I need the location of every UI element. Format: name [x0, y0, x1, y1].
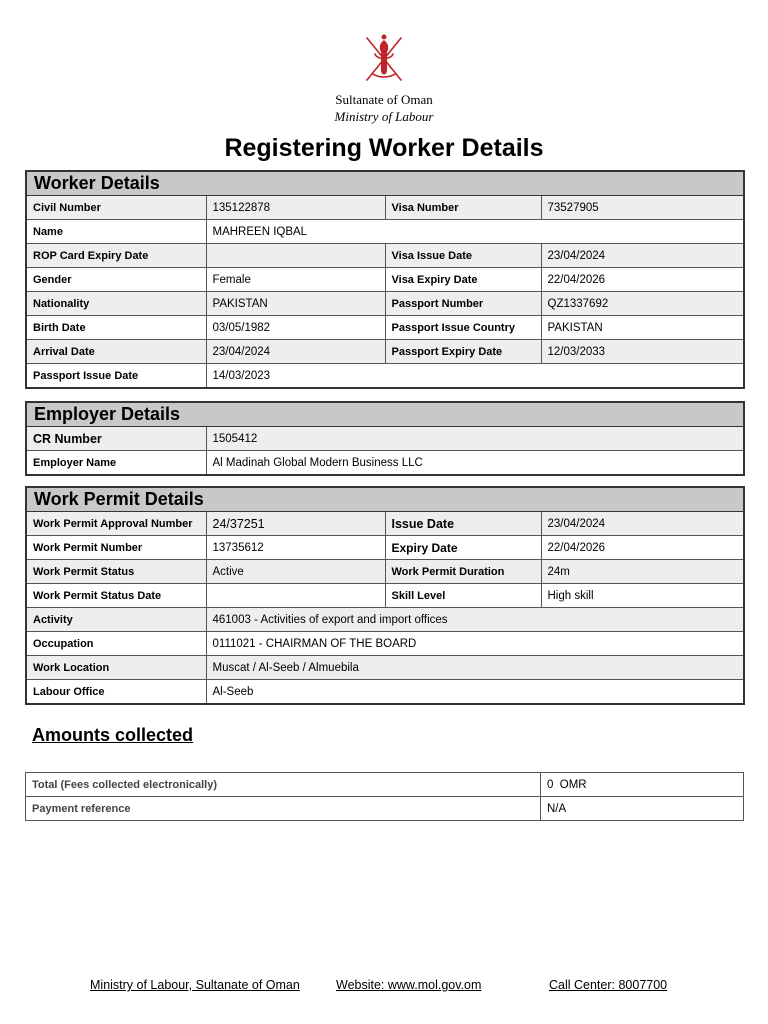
employer-details-table	[25, 401, 745, 476]
passport-issue-date-value: 14/03/2023	[206, 364, 744, 389]
work-permit-duration-value: 24m	[541, 560, 744, 584]
visa-issue-date-label: Visa Issue Date	[385, 244, 541, 268]
arrival-date-label: Arrival Date	[26, 340, 206, 364]
civil-number-label: Civil Number	[26, 196, 206, 220]
org-line-ministry: Ministry of Labour	[334, 109, 434, 124]
rop-card-expiry-label: ROP Card Expiry Date	[26, 244, 206, 268]
employer-name-value: Al Madinah Global Modern Business LLC	[206, 451, 744, 476]
passport-number-value: QZ1337692	[541, 292, 744, 316]
expiry-date-label: Expiry Date	[385, 536, 541, 560]
passport-issue-date-label: Passport Issue Date	[26, 364, 206, 389]
nationality-label: Nationality	[26, 292, 206, 316]
skill-level-label: Skill Level	[385, 584, 541, 608]
civil-number-value: 135122878	[206, 196, 385, 220]
amounts-collected-heading: Amounts collected	[32, 725, 194, 745]
labour-office-label: Labour Office	[26, 680, 206, 705]
work-permit-status-value: Active	[206, 560, 385, 584]
work-permit-details-table	[25, 486, 745, 705]
passport-issue-country-value: PAKISTAN	[541, 316, 744, 340]
amounts-collected-table	[25, 772, 744, 821]
issue-date-label: Issue Date	[385, 512, 541, 536]
work-permit-approval-label: Work Permit Approval Number	[26, 512, 206, 536]
employer-name-label: Employer Name	[26, 451, 206, 476]
payment-reference-label: Payment reference	[26, 797, 541, 821]
total-fees-label: Total (Fees collected electronically)	[26, 773, 541, 797]
gender-label: Gender	[26, 268, 206, 292]
rop-card-expiry-value	[206, 244, 385, 268]
work-permit-status-date-label: Work Permit Status Date	[26, 584, 206, 608]
work-permit-status-date-value	[206, 584, 385, 608]
document-header	[0, 30, 768, 125]
passport-expiry-date-value: 12/03/2033	[541, 340, 744, 364]
name-value: MAHREEN IQBAL	[206, 220, 744, 244]
work-location-value: Muscat / Al-Seeb / Almuebila	[206, 656, 744, 680]
activity-label: Activity	[26, 608, 206, 632]
name-label: Name	[26, 220, 206, 244]
birth-date-value: 03/05/1982	[206, 316, 385, 340]
visa-number-label: Visa Number	[385, 196, 541, 220]
page-title: Registering Worker Details	[224, 134, 544, 162]
worker-details-heading: Worker Details	[26, 171, 744, 196]
work-location-label: Work Location	[26, 656, 206, 680]
passport-expiry-date-label: Passport Expiry Date	[385, 340, 541, 364]
work-permit-duration-label: Work Permit Duration	[385, 560, 541, 584]
visa-issue-date-value: 23/04/2024	[541, 244, 744, 268]
labour-office-value: Al-Seeb	[206, 680, 744, 705]
skill-level-value: High skill	[541, 584, 744, 608]
employer-details-heading: Employer Details	[26, 402, 744, 427]
birth-date-label: Birth Date	[26, 316, 206, 340]
total-fees-value: 0 OMR	[541, 773, 744, 797]
work-permit-number-label: Work Permit Number	[26, 536, 206, 560]
arrival-date-value: 23/04/2024	[206, 340, 385, 364]
expiry-date-value: 22/04/2026	[541, 536, 744, 560]
cr-number-label: CR Number	[26, 427, 206, 451]
work-permit-approval-value: 24/37251	[206, 512, 385, 536]
issue-date-value: 23/04/2024	[541, 512, 744, 536]
work-permit-number-value: 13735612	[206, 536, 385, 560]
footer-org: Ministry of Labour, Sultanate of Oman	[90, 978, 300, 992]
work-permit-details-heading: Work Permit Details	[26, 487, 744, 512]
occupation-value: 0111021 - CHAIRMAN OF THE BOARD	[206, 632, 744, 656]
footer-call-center: Call Center: 8007700	[549, 978, 668, 992]
passport-issue-country-label: Passport Issue Country	[385, 316, 541, 340]
occupation-label: Occupation	[26, 632, 206, 656]
passport-number-label: Passport Number	[385, 292, 541, 316]
activity-value: 461003 - Activities of export and import offices	[206, 608, 744, 632]
visa-expiry-date-value: 22/04/2026	[541, 268, 744, 292]
nationality-value: PAKISTAN	[206, 292, 385, 316]
visa-number-value: 73527905	[541, 196, 744, 220]
footer-website[interactable]: Website: www.mol.gov.om	[336, 978, 482, 992]
visa-expiry-date-label: Visa Expiry Date	[385, 268, 541, 292]
org-line-sultanate: Sultanate of Oman	[335, 92, 433, 107]
work-permit-status-label: Work Permit Status	[26, 560, 206, 584]
oman-khanjar-emblem-icon	[361, 30, 407, 86]
cr-number-value: 1505412	[206, 427, 744, 451]
payment-reference-value: N/A	[541, 797, 744, 821]
worker-details-table	[25, 170, 745, 389]
gender-value: Female	[206, 268, 385, 292]
